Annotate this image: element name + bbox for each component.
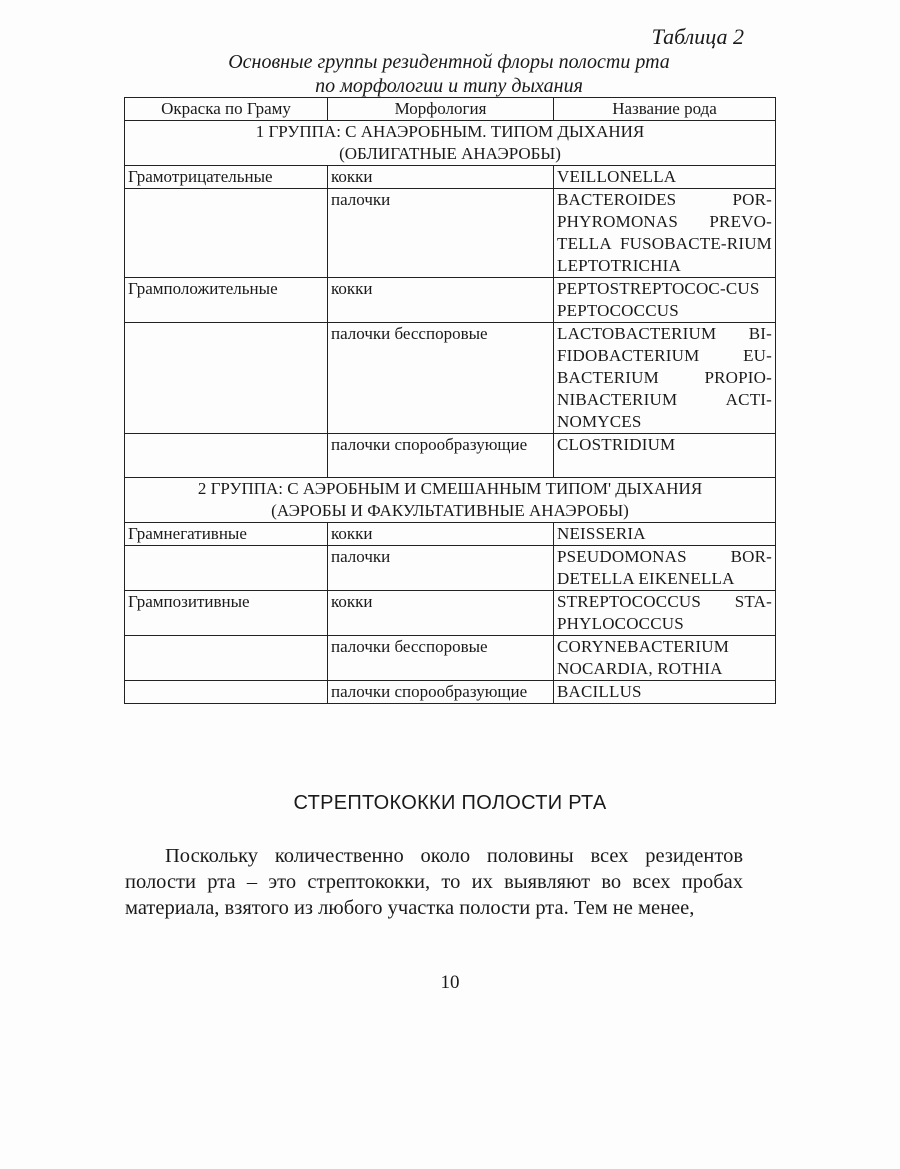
table-header-row xyxy=(125,98,776,121)
header-gram-stain: Окраска по Граму xyxy=(125,98,328,121)
table-caption-line-2: по морфологии и типу дыхания xyxy=(315,75,583,97)
morphology-cell: палочки xyxy=(328,546,554,591)
group-1-heading-line-1: 1 ГРУППА: С АНАЭРОБНЫМ. ТИПОМ ДЫХАНИЯ xyxy=(255,122,645,141)
genus-cell: PSEUDOMONAS BOR-DETELLA EIKENELLA xyxy=(554,546,776,591)
table-row xyxy=(125,636,776,681)
morphology-cell: кокки xyxy=(328,591,554,636)
genus-cell: LACTOBACTERIUM BI-FIDOBACTERIUM EU-BACTERIUM PROPIO-NIBACTERIUM ACTI-NOMYCES xyxy=(554,323,776,434)
genus-cell: PEPTOSTREPTOCOC-CUS PEPTOCOCCUS xyxy=(554,278,776,323)
table-row xyxy=(125,434,776,478)
morphology-cell: палочки бесспоровые xyxy=(328,636,554,681)
group-1-heading-row xyxy=(125,121,776,166)
group-1-heading-line-2: (ОБЛИГАТНЫЕ АНАЭРОБЫ) xyxy=(339,144,561,163)
morphology-cell: палочки xyxy=(328,189,554,278)
table-number: Таблица 2 xyxy=(651,24,744,49)
genus-cell: VEILLONELLA xyxy=(554,166,776,189)
header-genus-name: Название рода xyxy=(554,98,776,121)
morphology-cell: кокки xyxy=(328,166,554,189)
gram-cell xyxy=(125,681,328,704)
page-number: 10 xyxy=(440,972,460,993)
morphology-cell: палочки спорообразующие xyxy=(328,434,554,478)
gram-cell xyxy=(125,189,328,278)
table-row xyxy=(125,523,776,546)
table-row xyxy=(125,681,776,704)
gram-cell xyxy=(125,323,328,434)
gram-cell: Грамотрицательные xyxy=(125,166,328,189)
morphology-cell: кокки xyxy=(328,278,554,323)
morphology-cell: кокки xyxy=(328,523,554,546)
morphology-cell: палочки бесспоровые xyxy=(328,323,554,434)
gram-cell xyxy=(125,434,328,478)
group-2-heading-row xyxy=(125,478,776,523)
table-row xyxy=(125,189,776,278)
flora-table xyxy=(124,97,776,704)
genus-cell: STREPTOCOCCUS STA-PHYLOCOCCUS xyxy=(554,591,776,636)
gram-cell xyxy=(125,636,328,681)
gram-cell xyxy=(125,546,328,591)
group-2-heading-line-1: 2 ГРУППА: С АЭРОБНЫМ И СМЕШАННЫМ ТИПОМ' ДЫХАНИЯ xyxy=(197,479,703,498)
genus-cell: NEISSERIA xyxy=(554,523,776,546)
table-row xyxy=(125,166,776,189)
header-morphology: Морфология xyxy=(328,98,554,121)
table-row xyxy=(125,546,776,591)
body-paragraph: Поскольку количественно около половины всех резидентов полости рта – это стрептококки, то их выявляют во всех пробах материала, взятого из любого участка полости рта. Тем не менее, xyxy=(125,845,743,919)
table-row xyxy=(125,323,776,434)
genus-cell: BACILLUS xyxy=(554,681,776,704)
gram-cell: Грамнегативные xyxy=(125,523,328,546)
gram-cell: Грамположительные xyxy=(125,278,328,323)
table-caption-line-1: Основные группы резидентной флоры полости рта xyxy=(228,51,670,73)
section-title: СТРЕПТОКОККИ ПОЛОСТИ РТА xyxy=(293,792,607,814)
genus-cell: CORYNEBACTERIUM NOCARDIA, ROTHIA xyxy=(554,636,776,681)
genus-cell: CLOSTRIDIUM xyxy=(554,434,776,478)
table-row xyxy=(125,591,776,636)
group-2-heading xyxy=(125,478,776,523)
group-1-heading xyxy=(125,121,776,166)
morphology-cell: палочки спорообразующие xyxy=(328,681,554,704)
genus-cell: BACTEROIDES POR-PHYROMONAS PREVO-TELLA FUSOBACTE-RIUM LEPTOTRICHIA xyxy=(554,189,776,278)
gram-cell: Грампозитивные xyxy=(125,591,328,636)
table-row xyxy=(125,278,776,323)
group-2-heading-line-2: (АЭРОБЫ И ФАКУЛЬТАТИВНЫЕ АНАЭРОБЫ) xyxy=(271,501,629,520)
